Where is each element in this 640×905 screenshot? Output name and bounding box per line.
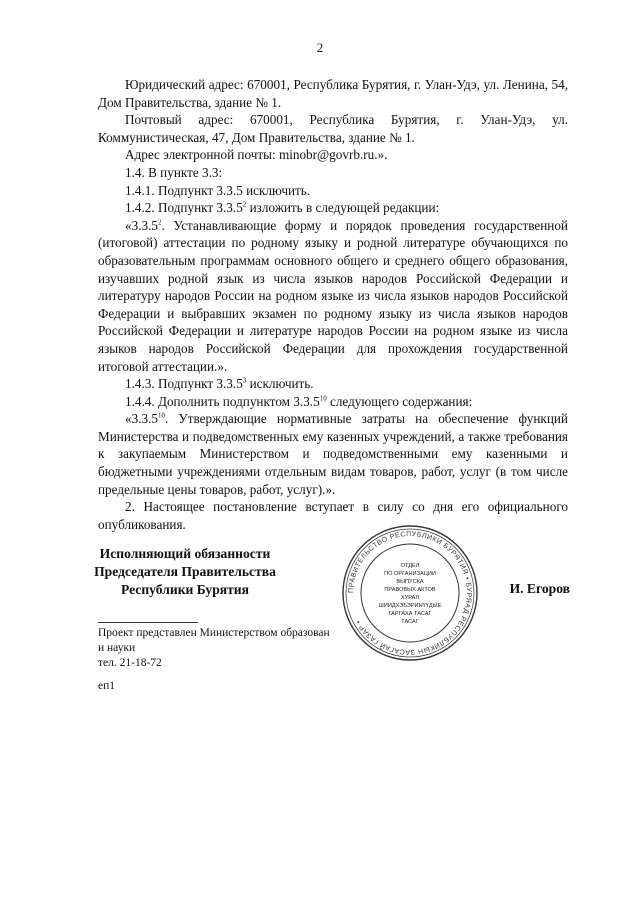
paragraph-effective-date: 2. Настоящее постановление вступает в силу со дня его официального опубликования.	[98, 499, 568, 532]
seal-inner-line: ОТДЕЛ	[400, 563, 420, 569]
text-segment: . Утверждающие нормативные затраты на обеспечение функций Министерства и подведомственных ему казенных учреждений, а также требования к закупаемым Министерством и подведомственными ему казенными и бюджетными учреждениями отдельным видам товаров, работ, услуг (в том числе предельные цены товаров, работ, услуг).».	[98, 411, 568, 497]
seal-inner-line: ХУРАЛ	[400, 595, 420, 601]
footnote-phone: тел. 21-18-72	[98, 657, 162, 669]
text-segment: следующего содержания:	[326, 393, 473, 409]
seal-inner-line: ТАСАГ	[401, 619, 419, 625]
footnote-line: и науки	[98, 642, 136, 654]
seal-inner-line: ВЫПУСКА	[396, 579, 424, 585]
paragraph-item-1-4: 1.4. В пункте 3.3:	[125, 164, 223, 180]
text-segment: «3.3.5	[125, 217, 158, 233]
seal-outer-text: ПРАВИТЕЛЬСТВО РЕСПУБЛИКИ БУРЯТИЯ • БУРЯАД РЕСПУБЛИКЫН ЗАСАГАЙ ГАЗАР •	[347, 530, 473, 656]
seal-inner-line: ШИИДХЭБЭРИНҮҮДЫЕ	[378, 603, 442, 609]
superscript: 3	[242, 376, 247, 385]
footnote-block	[98, 626, 342, 671]
paragraph-new-3-3-5-10	[98, 410, 568, 498]
superscript: 10	[319, 394, 327, 403]
text-segment: 1.4.2. Подпункт 3.3.5	[125, 200, 243, 216]
seal-inner-line: ПРАВОВЫХ АКТОВ	[384, 587, 436, 593]
text-segment: изложить в следующей редакции:	[246, 200, 440, 216]
document-body	[98, 76, 568, 533]
superscript: 2	[242, 200, 247, 209]
paragraph-new-3-3-5-2	[98, 217, 568, 375]
signer-title-block	[80, 545, 290, 599]
paragraph-legal-address: Юридический адрес: 670001, Республика Бурятия, г. Улан-Удэ, ул. Ленина, 54, Дом Правительства, здание № 1.	[98, 77, 568, 110]
text-segment: «3.3.5	[125, 411, 158, 427]
paragraph-postal-address: Почтовый адрес: 670001, Республика Бурятия, г. Улан-Удэ, ул. Коммунистическая, 47, Дом Правительства, здание № 1.	[98, 112, 568, 145]
seal-outer-ring-inner	[346, 529, 474, 657]
signer-title-line: Исполняющий обязанности	[99, 546, 271, 561]
text-segment: исключить.	[246, 376, 314, 392]
superscript: 10	[157, 411, 165, 420]
seal-inner-ring	[361, 544, 459, 642]
text-segment: 1.4.3. Подпункт 3.3.5	[125, 376, 243, 392]
footnote-line: Проект представлен Министерством образован	[98, 627, 330, 639]
seal-outer-ring	[343, 526, 477, 660]
paragraph-item-1-4-4	[98, 393, 568, 411]
signer-name: И. Егоров	[509, 581, 570, 596]
page-number: 2	[316, 40, 324, 55]
text-segment: . Устанавливающие форму и порядок проведения государственной (итоговой) аттестации по родному языку и родной литературе обучающихся по образовательным программам основного общего и среднего общего образования, изучавших родной язык из числа языков народов Российской Федерации и литературу народов России на родном языке из числа языков народов Российской Федерации и выбравших экзамен по родному языку из числа языков народов Российской Федерации и литературе народов России на родном языке из числа языков народов Российской Федерации для прохождения государственной итоговой аттестации.».	[98, 217, 568, 374]
document-code: еп1	[98, 680, 116, 692]
footnote-divider	[98, 622, 198, 623]
paragraph-email: Адрес электронной почты: minobr@govrb.ru.».	[125, 147, 388, 163]
signer-title-line: Председателя Правительства	[94, 564, 276, 579]
paragraph-item-1-4-1: 1.4.1. Подпункт 3.3.5 исключить.	[125, 182, 311, 198]
text-segment: 1.4.4. Дополнить подпунктом 3.3.5	[125, 393, 320, 409]
seal-inner-line: ПО ОРГАНИЗАЦИИ	[384, 571, 436, 577]
superscript: 2	[157, 218, 162, 227]
paragraph-item-1-4-2	[98, 199, 568, 217]
seal-inner-line: ГАРГАХА ТАСАГ	[388, 611, 432, 617]
signer-title-line: Республики Бурятия	[120, 582, 249, 597]
official-seal-stamp	[340, 523, 480, 663]
paragraph-item-1-4-3	[98, 375, 568, 393]
